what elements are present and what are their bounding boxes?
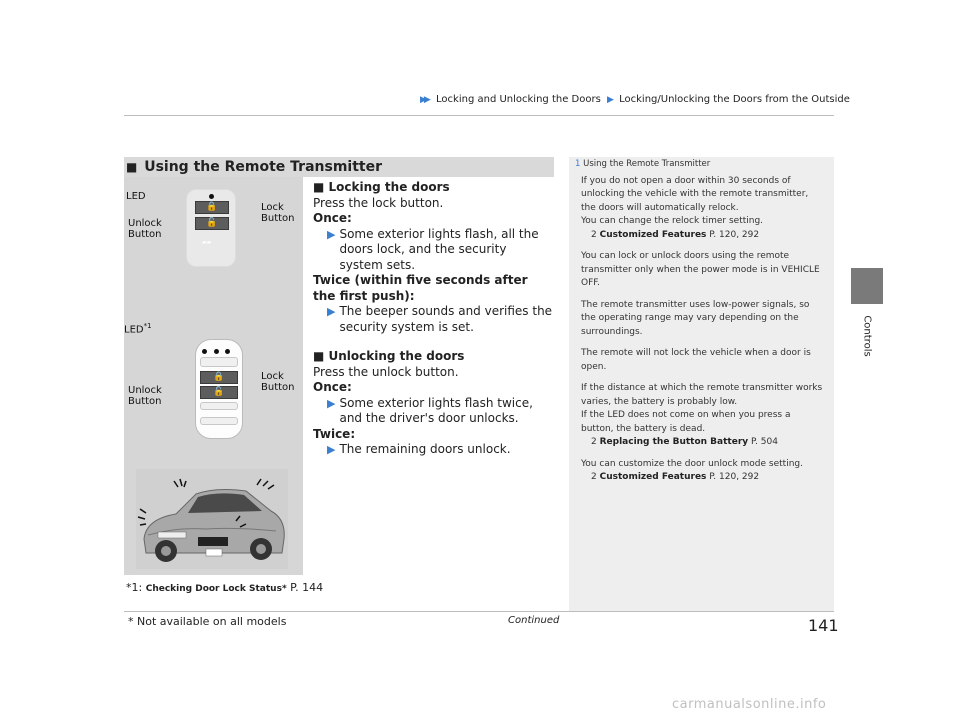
unlock-button-label-bottom: Unlock Button bbox=[128, 385, 162, 407]
locking-twice-text: ▶ The beeper sounds and verifies the security system is set. bbox=[327, 304, 553, 334]
footer-divider bbox=[124, 611, 834, 612]
footnote-link[interactable]: Checking Door Lock Status bbox=[145, 584, 282, 594]
car-illustration bbox=[136, 469, 288, 569]
locking-once-label: Once: bbox=[313, 211, 352, 225]
led-indicator bbox=[225, 349, 230, 354]
fob-button bbox=[200, 417, 238, 425]
note-paragraph: If the distance at which the remote transmitter works varies, the battery is probably low. bbox=[581, 383, 823, 407]
locking-instruction: Press the lock button. bbox=[313, 195, 444, 210]
notes-title: 1 Using the Remote Transmitter bbox=[575, 159, 711, 169]
unlock-button-label-top: Unlock Button bbox=[128, 218, 162, 240]
unlocking-twice-label: Twice: bbox=[313, 426, 356, 441]
cross-reference-link[interactable]: 2 Replacing the Button Battery P. 504 bbox=[591, 437, 778, 447]
arrow-icon: ▶ bbox=[327, 227, 336, 241]
fob-mark: ▰▰ bbox=[202, 239, 212, 246]
note-paragraph: If the LED does not come on when you press a button, the battery is dead. bbox=[581, 410, 791, 434]
unlocking-instruction: Press the unlock button. bbox=[313, 364, 459, 379]
locking-once-text: ▶ Some exterior lights flash, all the doors lock, and the security system sets. bbox=[327, 226, 539, 272]
cross-reference-link[interactable]: 2 Customized Features P. 120, 292 bbox=[591, 229, 760, 240]
note-paragraph: The remote will not lock the vehicle when a door is open. bbox=[581, 348, 811, 372]
led-indicator-top bbox=[209, 194, 214, 199]
fob-button bbox=[200, 402, 238, 410]
watermark: carmanualsonline.info bbox=[672, 697, 827, 712]
note-paragraph: You can lock or unlock doors using the remote transmitter only when the power mode is in VEHICLE OFF. bbox=[581, 251, 820, 288]
breadcrumb bbox=[420, 94, 850, 105]
figure-footnote: *1: Checking Door Lock Status* P. 144 bbox=[126, 581, 324, 594]
unlock-button-bottom: 🔓 bbox=[200, 386, 238, 399]
locking-twice-label: Twice (within five seconds after the first push): bbox=[313, 273, 528, 303]
arrow-icon: ▶ bbox=[327, 305, 336, 318]
chapter-tab-label: Controls bbox=[861, 315, 873, 357]
chapter-tab[interactable] bbox=[851, 268, 883, 304]
square-bullet-icon: ■ bbox=[126, 160, 138, 174]
breadcrumb-item[interactable]: Locking and Unlocking the Doors bbox=[436, 94, 601, 105]
continued-label: Continued bbox=[508, 615, 560, 626]
double-arrow-icon: ▶▶ bbox=[420, 95, 428, 105]
arrow-icon: ▶ bbox=[327, 396, 336, 410]
unlocking-heading: ■ Unlocking the doors bbox=[313, 349, 465, 363]
lock-button-bottom: 🔒 bbox=[200, 371, 238, 384]
main-content bbox=[313, 180, 553, 458]
lock-button-label-bottom: Lock Button bbox=[261, 371, 295, 393]
breadcrumb-item[interactable]: Locking/Unlocking the Doors from the Outside bbox=[619, 94, 850, 105]
unlocking-once-label: Once: bbox=[313, 380, 352, 394]
arrow-icon: ▶ bbox=[327, 443, 336, 456]
note-paragraph: If you do not open a door within 30 seconds of unlocking the vehicle with the remote transmitter, the doors will automatically relock. bbox=[581, 175, 809, 213]
led-indicator bbox=[214, 349, 219, 354]
page-number: 141 bbox=[808, 616, 839, 635]
note-paragraph: You can change the relock timer setting. bbox=[581, 216, 764, 226]
info-icon: 1 bbox=[575, 159, 581, 169]
note-paragraph: You can customize the door unlock mode setting. bbox=[581, 458, 803, 469]
led-label-bottom: LED$^{*1}$ bbox=[124, 322, 152, 336]
unlock-button-top: 🔓 bbox=[195, 217, 229, 230]
locking-heading: ■ Locking the doors bbox=[313, 180, 450, 194]
lock-button-label-top: Lock Button bbox=[261, 202, 295, 224]
lock-button-top: 🔒 bbox=[195, 201, 229, 214]
section-heading: ■ Using the Remote Transmitter bbox=[124, 157, 554, 177]
note-paragraph: The remote transmitter uses low-power signals, so the operating range may vary depending on the surroundings. bbox=[581, 299, 810, 337]
fob-button bbox=[200, 357, 238, 367]
unlocking-twice-text: ▶ The remaining doors unlock. bbox=[327, 442, 511, 456]
notes-box bbox=[569, 157, 834, 612]
led-indicator bbox=[202, 349, 207, 354]
header-divider bbox=[124, 115, 834, 116]
unlocking-once-text: ▶ Some exterior lights flash twice, and the driver's door unlocks. bbox=[327, 395, 533, 425]
availability-note: * Not available on all models bbox=[128, 615, 287, 628]
arrow-icon: ▶ bbox=[607, 95, 611, 105]
led-label-top: LED bbox=[126, 191, 146, 202]
remote-figure bbox=[124, 177, 303, 575]
cross-reference-link[interactable]: 2 Customized Features P. 120, 292 bbox=[591, 472, 760, 482]
